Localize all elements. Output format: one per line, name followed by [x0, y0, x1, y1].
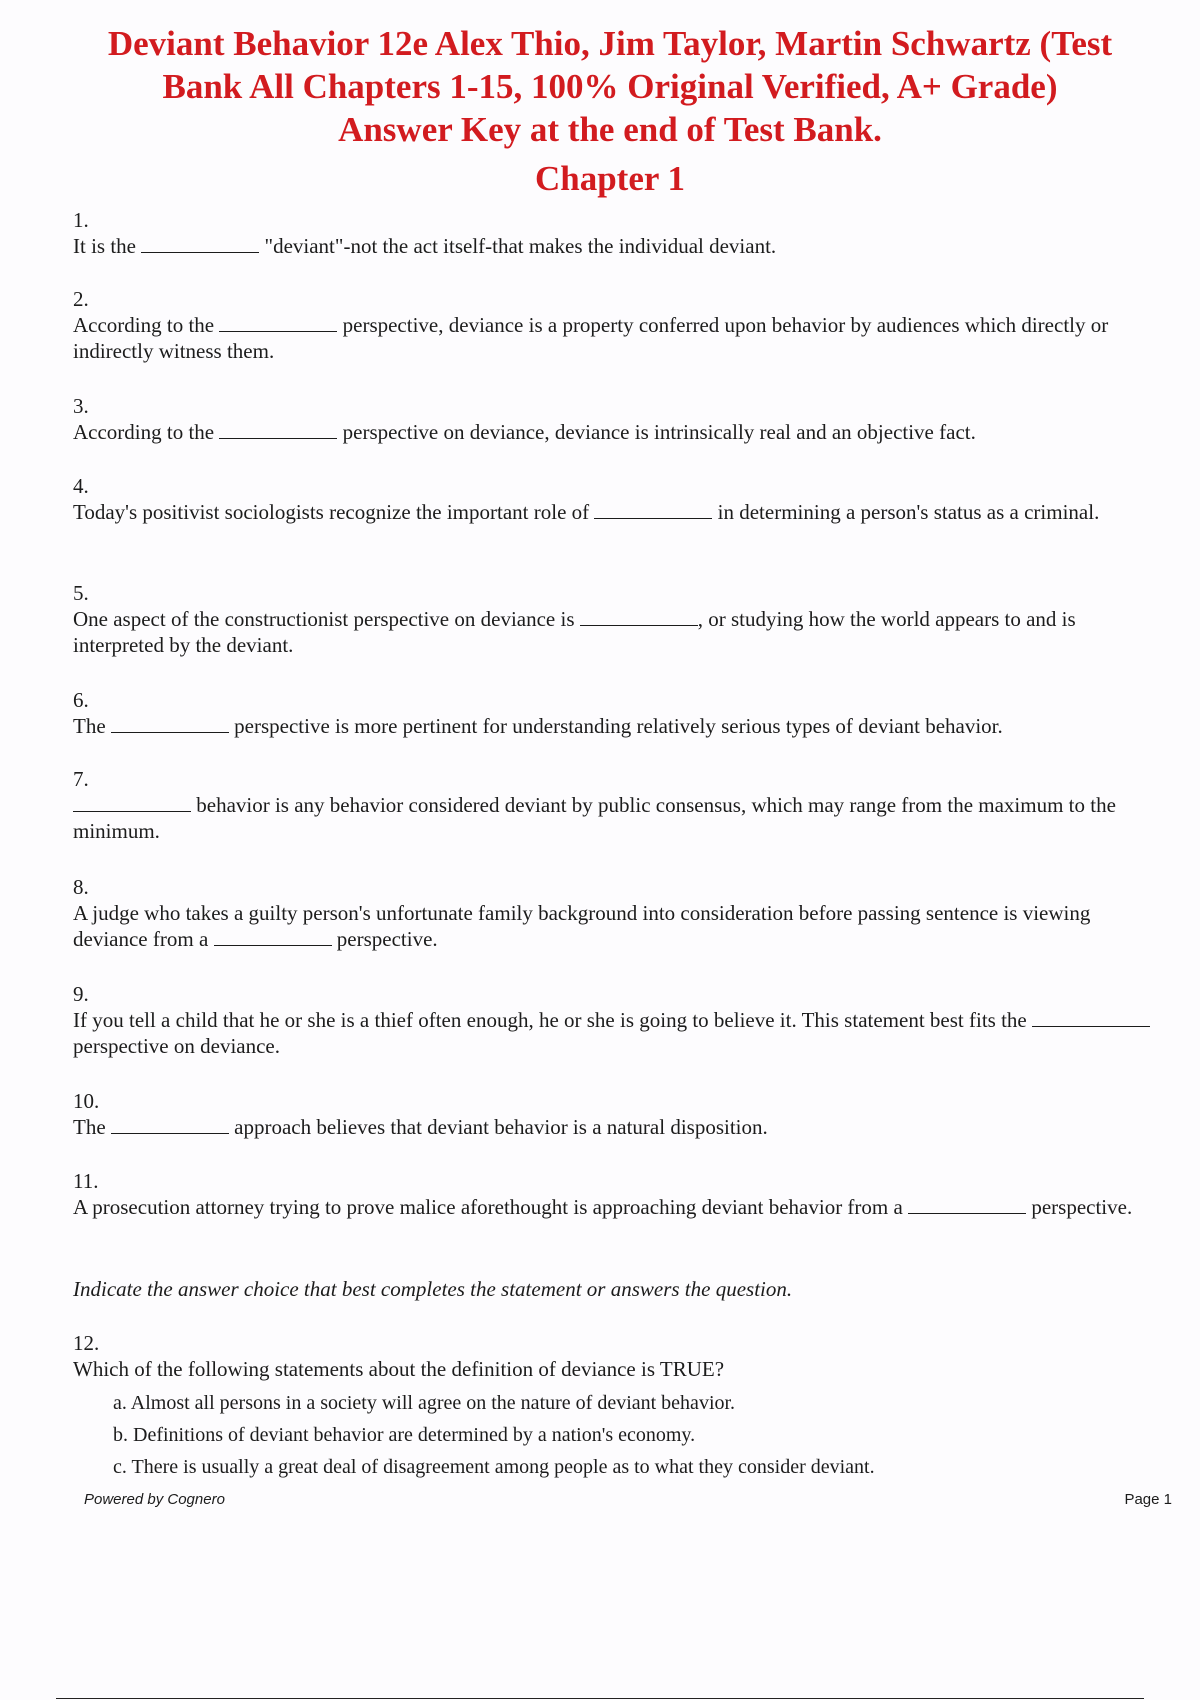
question-text-before: The	[73, 1115, 106, 1139]
answer-blank	[219, 313, 337, 332]
question-number: 9.	[73, 982, 89, 1006]
question-text-after: perspective.	[1026, 1195, 1133, 1219]
question-text-after: perspective on deviance, deviance is intrinsically real and an objective fact.	[337, 420, 976, 444]
question-number: 6.	[73, 688, 89, 712]
question-1	[73, 207, 1158, 259]
document-title	[40, 22, 1180, 151]
question-text-after: approach believes that deviant behavior is a natural disposition.	[228, 1115, 768, 1139]
question-6	[73, 687, 1158, 739]
question-text-before: One aspect of the constructionist perspective on deviance is	[73, 607, 575, 631]
question-4	[73, 473, 1158, 525]
option-b: b. Definitions of deviant behavior are determined by a nation's economy.	[113, 1424, 696, 1446]
question-text-after: behavior is any behavior considered deviant by public consensus, which may range from the maximum to the minimum.	[73, 793, 1116, 843]
question-2	[73, 286, 1158, 364]
option-a: a. Almost all persons in a society will agree on the nature of deviant behavior.	[113, 1392, 736, 1414]
chapter-heading: Chapter 1	[534, 159, 686, 198]
answer-blank	[219, 420, 337, 439]
answer-blank	[1032, 1008, 1150, 1027]
page-number: Page 1	[1124, 1491, 1172, 1508]
question-text-after: "deviant"-not the act itself-that makes the individual deviant.	[259, 234, 777, 258]
question-number: 1.	[73, 208, 89, 232]
answer-blank	[111, 714, 229, 733]
question-11	[73, 1168, 1158, 1220]
title-line-2: Bank All Chapters 1-15, 100% Original Verified, A+ Grade)	[162, 67, 1058, 106]
question-text-before: Which of the following statements about the definition of deviance is TRUE?	[73, 1357, 725, 1381]
question-12	[73, 1330, 1158, 1382]
answer-blank	[594, 500, 712, 519]
answer-blank	[73, 793, 191, 812]
question-7	[73, 766, 1158, 844]
page-divider	[56, 1698, 1144, 1699]
question-text-before: According to the	[73, 313, 215, 337]
question-5	[73, 580, 1158, 658]
question-number: 11.	[73, 1169, 99, 1193]
question-number: 4.	[73, 474, 89, 498]
question-number: 7.	[73, 767, 89, 791]
question-text-before: If you tell a child that he or she is a thief often enough, he or she is going to believe it. This statement best fits the	[73, 1008, 1027, 1032]
question-text-before: According to the	[73, 420, 215, 444]
powered-by-label: Powered by Cognero	[84, 1491, 225, 1508]
question-3	[73, 393, 1158, 445]
instruction-text: Indicate the answer choice that best completes the statement or answers the question.	[73, 1277, 793, 1301]
question-text-after: in determining a person's status as a criminal.	[712, 500, 1100, 524]
question-text-after: , or studying how the world appears to and is interpreted by the deviant.	[73, 607, 1076, 657]
title-line-1: Deviant Behavior 12e Alex Thio, Jim Taylor, Martin Schwartz (Test	[107, 24, 1113, 63]
question-text-after: perspective on deviance.	[73, 1034, 280, 1058]
answer-blank	[141, 234, 259, 253]
title-line-3: Answer Key at the end of Test Bank.	[338, 110, 882, 149]
question-text-after: perspective, deviance is a property conferred upon behavior by audiences which directly or indirectly witness them.	[73, 313, 1109, 363]
question-text-after: perspective.	[331, 927, 438, 951]
question-number: 3.	[73, 394, 89, 418]
question-text-before: The	[73, 714, 106, 738]
question-9	[73, 981, 1158, 1059]
question-text-before: It is the	[73, 234, 136, 258]
option-c: c. There is usually a great deal of disagreement among people as to what they consider deviant.	[113, 1456, 875, 1478]
answer-blank	[580, 607, 698, 626]
question-text-before: A prosecution attorney trying to prove malice aforethought is approaching deviant behavior from a	[73, 1195, 903, 1219]
question-text-after: perspective is more pertinent for understanding relatively serious types of deviant behavior.	[228, 714, 1003, 738]
question-text-before: Today's positivist sociologists recognize the important role of	[73, 500, 590, 524]
answer-options	[113, 1387, 875, 1483]
answer-blank	[214, 927, 332, 946]
question-8	[73, 874, 1158, 952]
question-number: 10.	[73, 1089, 100, 1113]
question-number: 5.	[73, 581, 89, 605]
question-number: 8.	[73, 875, 89, 899]
question-10	[73, 1088, 1158, 1140]
question-text-before: A judge who takes a guilty person's unfortunate family background into consideration before passing sentence is viewing deviance from a	[73, 901, 1091, 951]
question-number: 2.	[73, 287, 89, 311]
question-number: 12.	[73, 1331, 100, 1355]
answer-blank	[111, 1115, 229, 1134]
answer-blank	[908, 1195, 1026, 1214]
